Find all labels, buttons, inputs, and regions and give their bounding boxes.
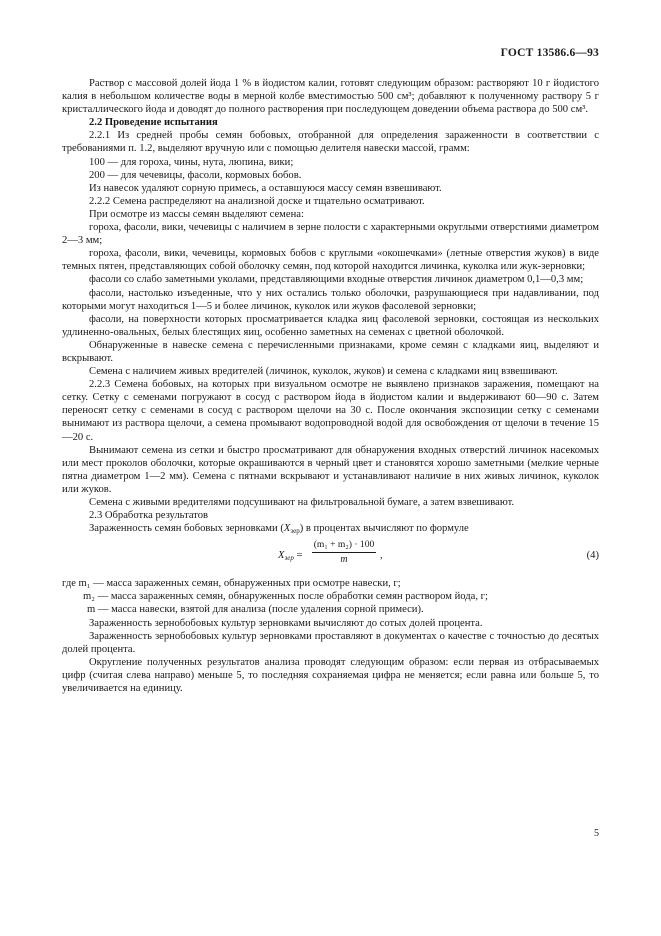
formula-4: [62, 537, 599, 575]
formula-number: (4): [586, 550, 599, 562]
list-item-peas-cavity: гороха, фасоли, вики, чечевицы с наличием в зерне полости с характерными округлыми отверстиями диаметром 2—3 мм;: [62, 222, 599, 247]
document-id-header: ГОСТ 13586.6—93: [500, 47, 599, 59]
paragraph-inspection: При осмотре из массы семян выделяют семена:: [89, 208, 304, 220]
definition-m2: m₂ — масса зараженных семян, обнаруженных после обработки семян раствором йода, г;: [83, 591, 488, 603]
paragraph-remove-seeds: Вынимают семена из сетки и быстро просматривают для обнаружения входных отверстий личинок насекомых или мест проколов оболочки, которые окрашиваются в черный цвет и становятся хорошо заметными (мелкие черные пятна диаметром 1—2 мм). Семена с пятнами вскрывают и устанавливают наличие в них живых личинок, куколок или жуков.: [62, 444, 599, 495]
paragraph-live-pests: Семена с наличием живых вредителей (личинок, куколок, жуков) и семена с кладками яиц взвешивают.: [89, 366, 558, 378]
formula-comma: ,: [380, 550, 383, 562]
paragraph-formula-intro: [62, 522, 599, 535]
paragraph-found-seeds: Обнаруженные в навеске семена с перечисленными признаками, кроме семян с кладками яиц, выделяют и вскрывают.: [62, 339, 599, 364]
formula-definitions: [62, 577, 599, 616]
paragraph-solution-prep: Раствор с массовой долей йода 1 % в йодистом калии, готовят следующим образом: растворяют 10 г йодистого калия в небольшом количестве воды в мерной колбе вместимостью 500 см³; добавляют к полученному раствору 5 г кристаллического йода и доводят до полного растворения при последующем доведении объема раствора до 500 см³.: [62, 78, 599, 116]
list-item-beans-pricks: фасоли со слабо заметными уколами, представляющими входные отверстия личинок диаметром 0,1—0,3 мм;: [89, 274, 584, 286]
formula-intro-text-b: ) в процентах вычисляют по формуле: [299, 523, 469, 535]
formula-equals: =: [293, 550, 303, 562]
formula-denominator: m: [340, 554, 348, 566]
paragraph-2-2-3: 2.2.3 Семена бобовых, на которых при визуальном осмотре не выявлено признаков заражения, помещают на сетку. Сетку с семенами погружают в сосуд с раствором йода в йодистом калии и выдерживают 60—90 с. Затем переносят сетку с семенами в сосуд с раствором щелочи на 30 с. После окончания экспозиции сетку с семенами вынимают из раствора щелочи, а семена промывают водопроводной водой для освобождения от щелочи в течение 15—20 с.: [62, 379, 599, 443]
formula-lhs-variable: X: [278, 550, 285, 562]
paragraph-calc-precision: Зараженность зернобобовых культур зерновками вычисляют до сотых долей процента.: [89, 617, 483, 629]
formula-lhs-subscript: зер: [284, 554, 294, 563]
section-heading-2-3: 2.3 Обработка результатов: [89, 510, 209, 522]
definition-m: m — масса навески, взятой для анализа (после удаления сорной примеси).: [87, 604, 424, 616]
definition-m1: где m₁ — масса зараженных семян, обнаруженных при осмотре навески, г;: [62, 578, 401, 590]
formula-intro-variable: X: [283, 523, 291, 535]
list-item-100: 100 — для гороха, чины, нута, люпина, вики;: [89, 156, 294, 168]
formula-numerator: (m₁ + m₂) · 100: [312, 538, 376, 553]
section-heading-2-2: 2.2 Проведение испытания: [89, 117, 218, 129]
paragraph-dry-seeds: Семена с живыми вредителями подсушивают на фильтровальной бумаге, а затем взвешивают.: [89, 497, 515, 508]
formula-lhs: [278, 549, 302, 562]
paragraph-rounding: Округление полученных результатов анализа проводят следующим образом: если первая из отбрасываемых цифр (считая слева направо) меньше 5, то последняя сохраняемая цифра не меняется; если равна или больше 5, то увеличивается на единицу.: [62, 656, 599, 695]
document-body: [62, 77, 599, 695]
list-item-exit-windows: гороха, фасоли, вики, чечевицы, кормовых бобов с круглыми «окошечками» (летные отверстия жуков) в виде темных пятен, представляющих собой оболочку семян, под которой находится личинка, куколка или жук-зерновки;: [62, 248, 599, 273]
page-number: 5: [594, 828, 599, 839]
list-item-beans-eggs: фасоли, на поверхности которых просматривается кладка яиц фасолевой зерновки, состоящая из нескольких удлиненно-овальных, белых блестящих яиц, особенно заметных на семенах с цветной оболочкой.: [62, 313, 599, 338]
paragraph-2-2-1: 2.2.1 Из средней пробы семян бобовых, отобранной для определения зараженности в соответствии с требованиями п. 1.2, выделяют вручную или с помощью делителя навески массой, грамм:: [62, 130, 599, 155]
formula-fraction: [312, 538, 376, 566]
formula-intro-text-a: Зараженность семян бобовых зерновками (: [89, 523, 284, 535]
list-item-beans-eaten: фасоли, настолько изъеденные, что у них остались только оболочки, разрушающиеся при надавливании, под которыми могут находиться 1—5 и более личинок, куколок или жуков фасолевой зерновки;: [62, 287, 599, 312]
paragraph-weed-removal: Из навесок удаляют сорную примесь, а оставшуюся массу семян взвешивают.: [89, 182, 442, 194]
paragraph-doc-precision: Зараженность зернобобовых культур зерновками проставляют в документах о качестве с точностью до десятых долей процента.: [62, 630, 599, 655]
paragraph-2-2-2: 2.2.2 Семена распределяют на анализной доске и тщательно осматривают.: [89, 195, 425, 207]
formula-intro-subscript: зер: [290, 527, 300, 536]
list-item-200: 200 — для чечевицы, фасоли, кормовых бобов.: [89, 169, 302, 181]
